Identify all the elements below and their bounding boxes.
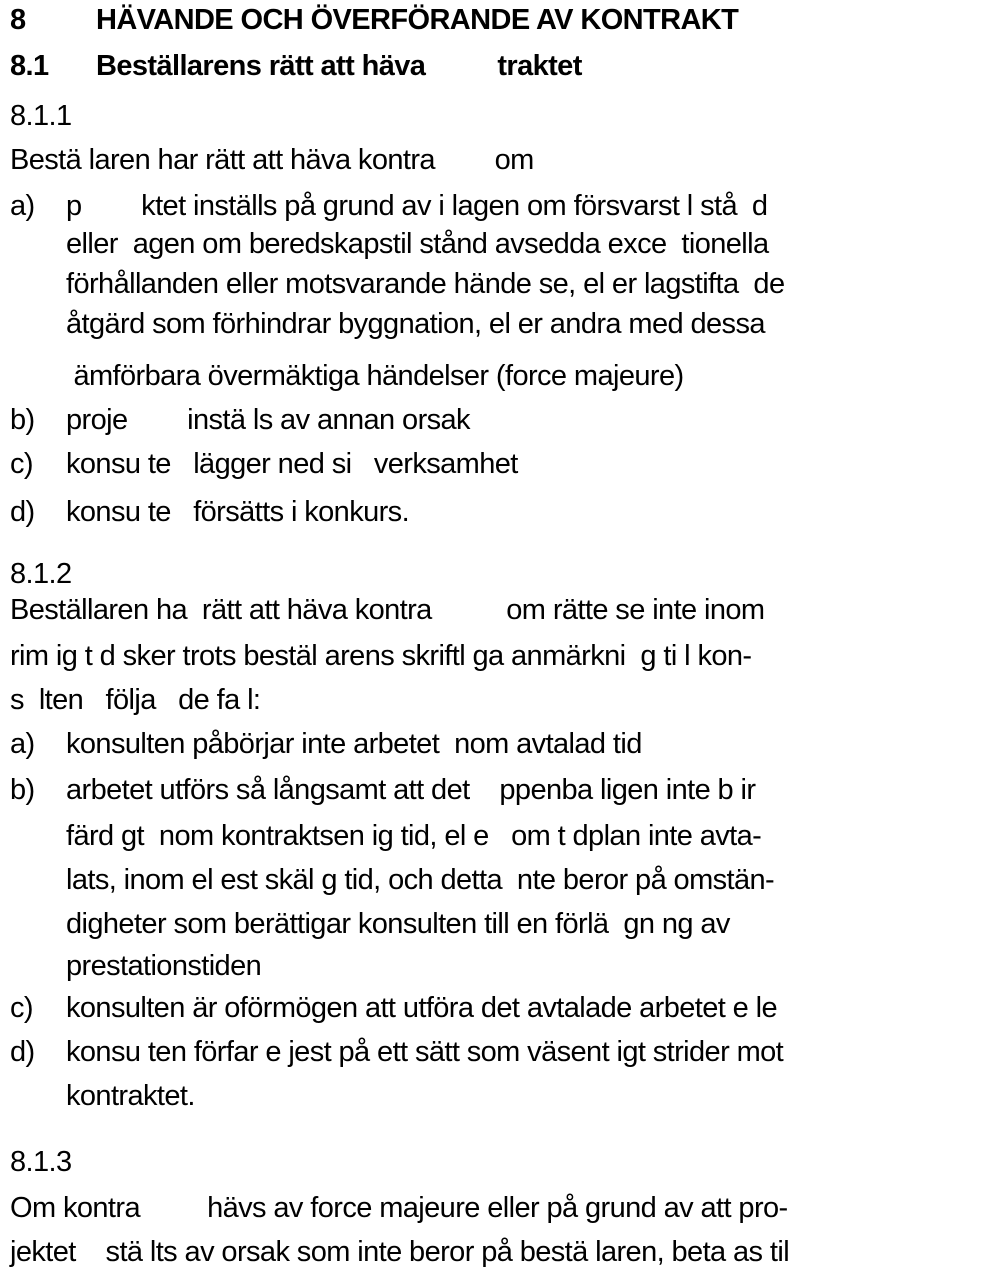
clause-811-item-a-line-3: förhållanden eller motsvarande hände se, el er lagstifta de bbox=[66, 268, 785, 300]
clause-812-item-c-label: c) bbox=[10, 992, 33, 1024]
clause-811-intro: Bestä laren har rätt att häva kontra om bbox=[10, 144, 534, 176]
clause-812-item-c-line-1: konsulten är oförmögen att utföra det avtalade arbetet e le bbox=[66, 992, 778, 1024]
clause-number-812: 8.1.2 bbox=[10, 558, 72, 590]
subsection-heading bbox=[10, 48, 582, 84]
clause-812-item-b-line-4: digheter som berättigar konsulten till en förlä gn ng av bbox=[66, 908, 730, 940]
subsection-number: 8.1 bbox=[10, 50, 49, 82]
clause-811-item-b-line-1: proje instä ls av annan orsak bbox=[66, 404, 470, 436]
clause-812-item-d-line-1: konsu ten förfar e jest på ett sätt som väsent igt strider mot bbox=[66, 1036, 784, 1068]
section-heading bbox=[10, 2, 738, 38]
clause-812-intro-line-3: s lten följa de fa l: bbox=[10, 684, 261, 716]
clause-812-item-a-line-1: konsulten påbörjar inte arbetet nom avtalad tid bbox=[66, 728, 642, 760]
clause-812-item-d-line-2: kontraktet. bbox=[66, 1080, 195, 1112]
clause-812-item-b-line-1: arbetet utförs så långsamt att det ppenba ligen inte b ir bbox=[66, 774, 756, 806]
clause-811-item-a-label: a) bbox=[10, 190, 35, 222]
clause-811-item-b-label: b) bbox=[10, 404, 35, 436]
clause-812-intro-line-1: Beställaren ha rätt att häva kontra om rätte se inte inom bbox=[10, 594, 765, 626]
clause-813-intro-line-2: jektet stä lts av orsak som inte beror på bestä laren, beta as til bbox=[10, 1236, 790, 1268]
clause-813-intro-line-1: Om kontra hävs av force majeure eller på grund av att pro- bbox=[10, 1192, 788, 1224]
clause-811-item-c-line-1: konsu te lägger ned si verksamhet bbox=[66, 448, 518, 480]
clause-811-item-d-label: d) bbox=[10, 496, 35, 528]
clause-812-item-b-label: b) bbox=[10, 774, 35, 806]
clause-812-item-b-line-3: lats, inom el est skäl g tid, och detta nte beror på omstän- bbox=[66, 864, 775, 896]
clause-811-item-a-line-1: p ktet inställs på grund av i lagen om försvarst l stå d bbox=[66, 190, 768, 222]
clause-811-item-a-line-2: eller agen om beredskapstil stånd avsedda exce tionella bbox=[66, 228, 769, 260]
clause-812-item-b-line-5: prestationstiden bbox=[66, 950, 262, 982]
section-title: HÄVANDE OCH ÖVERFÖRANDE AV KONTRAKT bbox=[96, 4, 739, 36]
subsection-title-tail: traktet bbox=[497, 50, 582, 82]
clause-number-811: 8.1.1 bbox=[10, 100, 72, 132]
clause-811-item-c-label: c) bbox=[10, 448, 33, 480]
subsection-title: Beställarens rätt att häva bbox=[96, 50, 426, 82]
clause-812-item-b-line-2: färd gt nom kontraktsen ig tid, el e om t dplan inte avta- bbox=[66, 820, 762, 852]
clause-811-item-d-line-1: konsu te försätts i konkurs. bbox=[66, 496, 410, 528]
clause-811-item-a-line-4: åtgärd som förhindrar byggnation, el er andra med dessa bbox=[66, 308, 765, 340]
clause-812-item-a-label: a) bbox=[10, 728, 35, 760]
section-number: 8 bbox=[10, 4, 26, 36]
clause-811-item-a-line-5: ämförbara övermäktiga händelser (force majeure) bbox=[66, 360, 684, 392]
clause-number-813: 8.1.3 bbox=[10, 1146, 72, 1178]
clause-812-item-d-label: d) bbox=[10, 1036, 35, 1068]
clause-812-intro-line-2: rim ig t d sker trots bestäl arens skriftl ga anmärkni g ti l kon- bbox=[10, 640, 752, 672]
